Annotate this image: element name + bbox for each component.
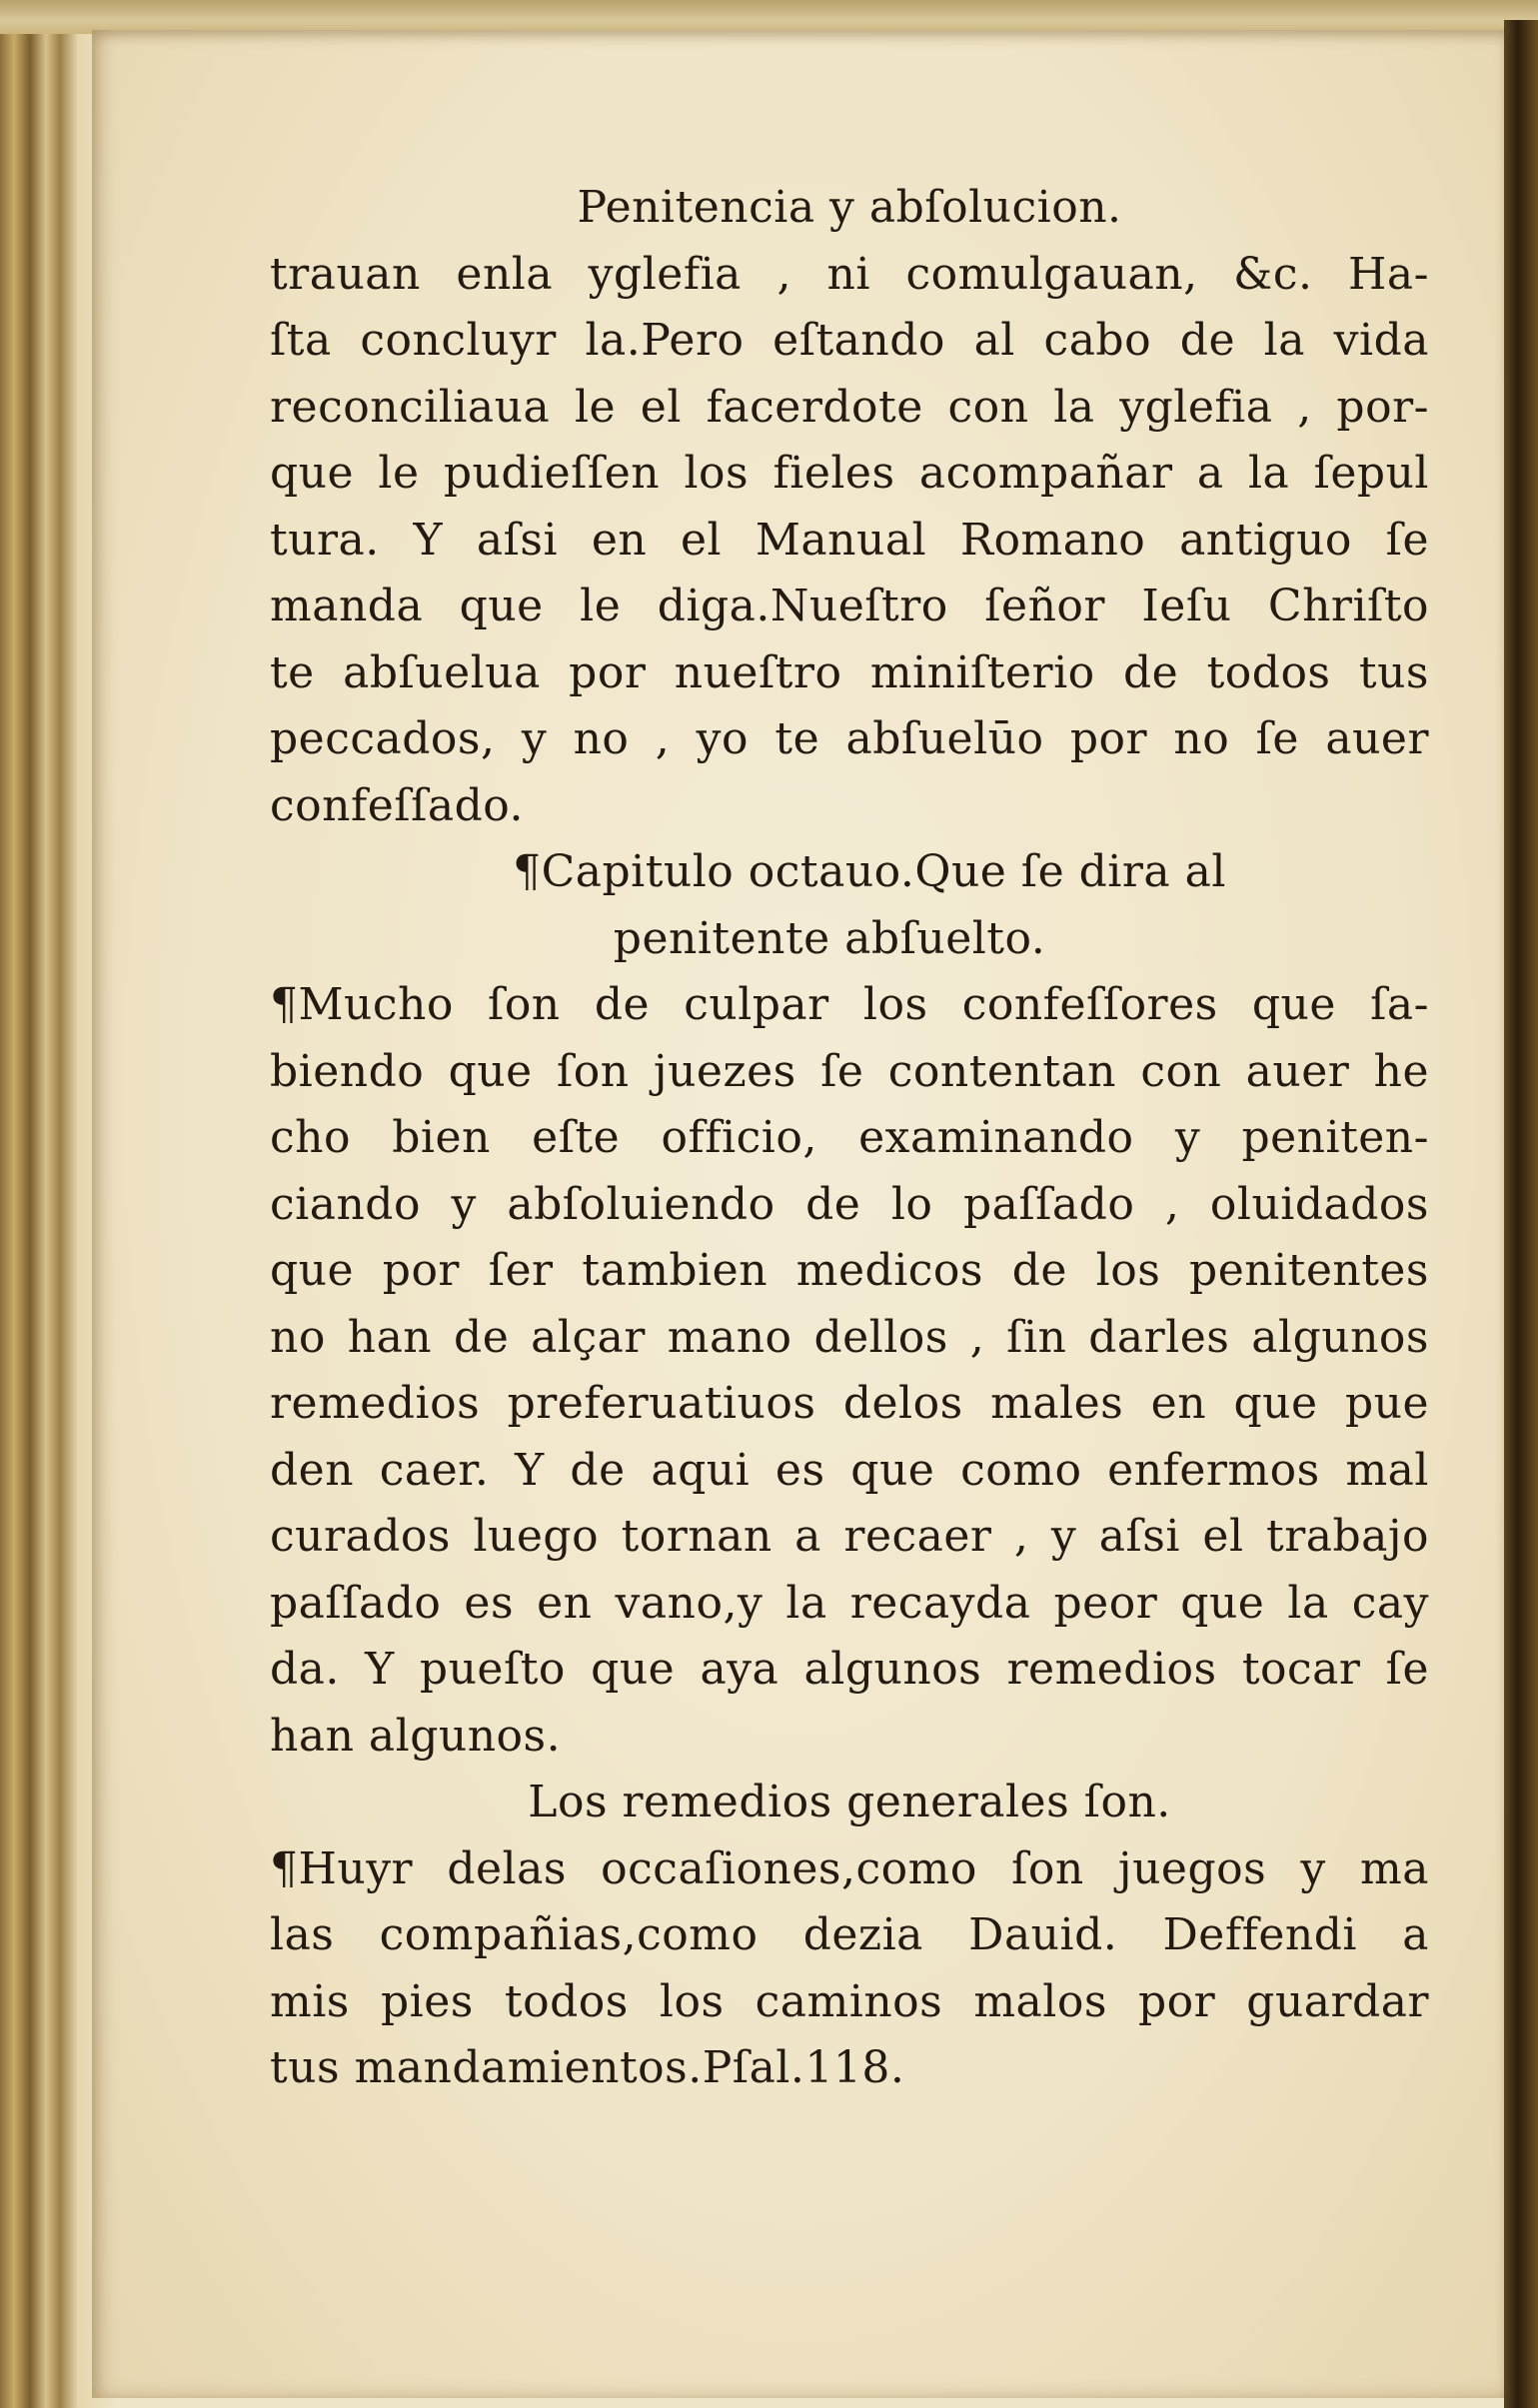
text-line: ſta concluyr la.Pero eſtando al cabo de la vida [270, 315, 1429, 366]
text-line: biendo que ſon juezes ſe contentan con auer he [270, 1045, 1429, 1097]
subheading: Los remedios generales ſon. [528, 1777, 1171, 1827]
page-text [270, 175, 1429, 2102]
text-line: que por ſer tambien medicos de los penitentes [270, 1245, 1429, 1296]
text-line: han algunos. [270, 1710, 562, 1762]
paragraph-2 [270, 972, 1429, 1770]
book-top-edge [0, 0, 1538, 34]
text-line: tura. Y aſsi en el Manual Romano antiguo ſe [270, 514, 1429, 566]
text-line: curados luego tornan a recaer , y aſsi el trabajo [270, 1511, 1429, 1562]
text-line: cho bien eſte officio, examinando y peniten- [270, 1112, 1429, 1163]
text-line: da. Y pueſto que aya algunos remedios tocar ſe [270, 1644, 1429, 1695]
text-line: manda que le diga.Nueſtro ſeñor Ieſu Chriſto [270, 581, 1429, 631]
text-line: mis pies todos los caminos malos por guardar [270, 1975, 1429, 2027]
chapter-heading [270, 839, 1429, 972]
paragraph-1 [270, 242, 1429, 840]
text-line: reconciliaua le el facerdote con la yglefia , por- [270, 381, 1429, 433]
chapter-heading-line: penitente abſuelto. [613, 912, 1046, 964]
text-line: peccados, y no , yo te abſuelūo por no ſe auer [270, 713, 1429, 764]
text-line: ¶Mucho ſon de culpar los confeſſores que ſa- [270, 979, 1429, 1030]
text-line: no han de alçar mano dellos , ſin darles algunos [270, 1311, 1429, 1363]
running-head: Penitencia y abſolucion. [577, 182, 1122, 233]
text-line: ciando y abſoluiendo de lo paſſado , oluidados [270, 1178, 1429, 1230]
text-line: trauan enla yglefia , ni comulgauan, &c. Ha- [270, 248, 1429, 300]
text-line: remedios preferuatiuos delos males en que pue [270, 1378, 1429, 1429]
text-line: tus mandamientos.Pſal.118. [270, 2042, 905, 2093]
text-line: las compañias,como dezia Dauid. Deffendi a [270, 1909, 1429, 1960]
chapter-heading-line: ¶Capitulo octauo.Que ſe dira al [513, 846, 1226, 897]
text-line: paſſado es en vano,y la recayda peor que la cay [270, 1577, 1429, 1629]
text-line: confeſſado. [270, 779, 524, 831]
text-line: den caer. Y de aqui es que como enfermos mal [270, 1444, 1429, 1496]
text-line: te abſuelua por nueſtro miniſterio de todos tus [270, 646, 1429, 698]
text-line: que le pudieſſen los fieles acompañar a la ſepul [270, 448, 1429, 499]
binding-shadow [1504, 20, 1538, 2408]
paragraph-3 [270, 1836, 1429, 2102]
text-line: ¶Huyr delas occaſiones,como ſon juegos y ma [270, 1842, 1429, 1894]
